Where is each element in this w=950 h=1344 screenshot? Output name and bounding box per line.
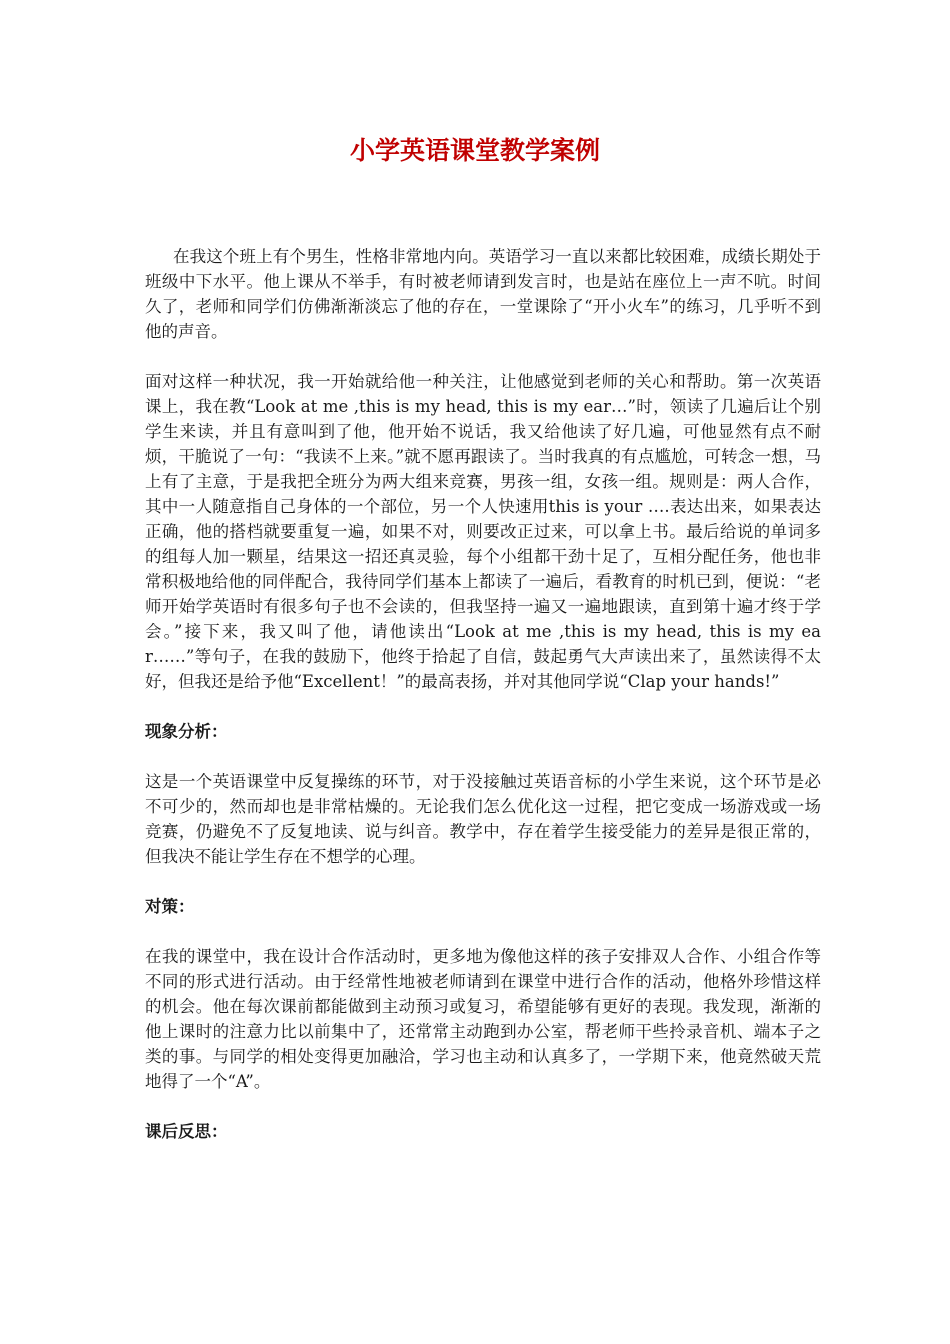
paragraph-analysis: 这是一个英语课堂中反复操练的环节，对于没接触过英语音标的小学生来说，这个环节是必不可少的，然而却也是非常枯燥的。无论我们怎么优化这一过程，把它变成一场游戏或一场竞赛，仍避免不了反复地读、说与纠音。教学中，存在着学生接受能力的差异是很正常的，但我决不能让学生存在不想学的心理。	[145, 772, 821, 866]
document-title: 小学英语课堂教学案例	[349, 136, 600, 165]
heading-strategy: 对策：	[145, 897, 195, 916]
paragraph-intro: 在我这个班上有个男生，性格非常地内向。英语学习一直以来都比较困难，成绩长期处于班级中下水平。他上课从不举手，有时被老师请到发言时，也是站在座位上一声不吭。时间久了，老师和同学们仿佛渐渐淡忘了他的存在，一堂课除了“开小火车”的练习，几乎听不到他的声音。	[145, 247, 821, 341]
document-body	[145, 244, 821, 1169]
paragraph-case-description: 面对这样一种状况，我一开始就给他一种关注，让他感觉到老师的关心和帮助。第一次英语课上，我在教“Look at me ,this is my head, this is my ear…”时，领读了几遍后让个别学生来读，并且有意叫到了他，他开始不说话，我又给他读了好几遍，可他显然有点不耐烦，干脆说了一句：“我读不上来。”就不愿再跟读了。当时我真的有点尴尬，可转念一想，马上有了主意，于是我把全班分为两大组来竞赛，男孩一组，女孩一组。规则是：两人合作，其中一人随意指自己身体的一个部位，另一个人快速用this is your ….表达出来，如果表达正确，他的搭档就要重复一遍，如果不对，则要改正过来，可以拿上书。最后给说的单词多的组每人加一颗星，结果这一招还真灵验，每个小组都干劲十足了，互相分配任务，他也非常积极地给他的同伴配合，我待同学们基本上都读了一遍后，看教育的时机已到，便说：“老师开始学英语时有很多句子也不会读的，但我坚持一遍又一遍地跟读，直到第十遍才终于学会。”接下来，我又叫了他，请他读出“Look at me ,this is my head, this is my ear……”等句子，在我的鼓励下，他终于拾起了自信，鼓起勇气大声读出来了，虽然读得不太好，但我还是给予他“Excellent！”的最高表扬，并对其他同学说“Clap your hands!”	[145, 372, 821, 691]
heading-reflection: 课后反思：	[145, 1122, 228, 1141]
heading-analysis: 现象分析：	[145, 722, 228, 741]
paragraph-strategy: 在我的课堂中，我在设计合作活动时，更多地为像他这样的孩子安排双人合作、小组合作等不同的形式进行活动。由于经常性地被老师请到在课堂中进行合作的活动，他格外珍惜这样的机会。他在每次课前都能做到主动预习或复习，希望能够有更好的表现。我发现，渐渐的他上课时的注意力比以前集中了，还常常主动跑到办公室，帮老师干些拎录音机、端本子之类的事。与同学的相处变得更加融洽，学习也主动和认真多了，一学期下来，他竟然破天荒地得了一个“A”。	[145, 947, 821, 1091]
